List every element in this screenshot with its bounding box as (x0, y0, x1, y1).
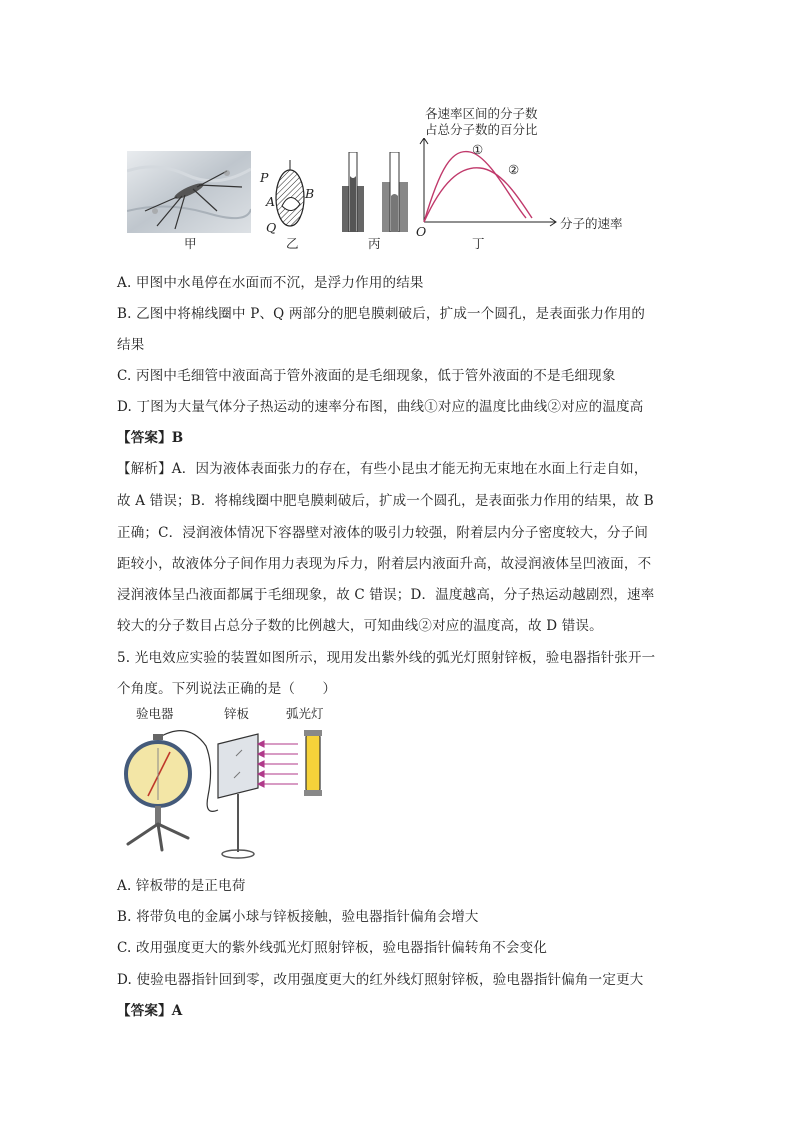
label-arc-lamp: 弧光灯 (286, 706, 324, 721)
q4-analysis-line-1: 【解析】A．因为液体表面张力的存在，有些小昆虫才能无拘无束地在水面上行走自如， (117, 461, 648, 477)
water-strider-photo (127, 151, 251, 233)
q4-option-a: A. 甲图中水黾停在水面而不沉，是浮力作用的结果 (117, 275, 424, 291)
label-q: Q (266, 220, 277, 235)
q4-analysis-line-2: 故 A 错误；B．将棉线圈中肥皂膜刺破后，扩成一个圆孔，是表面张力作用的结果，故 B (117, 493, 654, 509)
caption-ding: 丁 (472, 236, 485, 251)
figure-1 (120, 100, 640, 252)
figure-2 (118, 704, 348, 864)
label-b: B (305, 186, 315, 201)
q4-option-b: B. 乙图中将棉线圈中 P、Q 两部分的肥皂膜刺破后，扩成一个圆孔，是表面张力作用的 (117, 306, 646, 322)
q4-answer: 【答案】B (117, 430, 184, 446)
xlabel: 分子的速率 (560, 216, 623, 231)
zinc-plate (218, 734, 258, 798)
q5-option-b: B. 将带负电的金属小球与锌板接触，验电器指针偏角会增大 (117, 909, 479, 925)
q4-option-b-cont: 结果 (117, 337, 145, 353)
q5-stem-line-2: 个角度。下列说法正确的是（ ） (117, 681, 337, 697)
label-zinc-plate: 锌板 (224, 706, 250, 721)
q4-analysis-line-6: 较大的分子数目占总分子数的比例越大，可知曲线②对应的温度高，故 D 错误。 (117, 618, 603, 634)
q4-analysis-line-4: 距较小，故液体分子间作用力表现为斥力，附着层内液面升高，故浸润液体呈凹液面，不 (117, 556, 652, 572)
label-electroscope: 验电器 (136, 706, 174, 721)
uv-rays (258, 741, 298, 787)
q4-option-d: D. 丁图为大量气体分子热运动的速率分布图，曲线①对应的温度比曲线②对应的温度高 (117, 399, 644, 415)
ylabel-line2: 占总分子数的百分比 (425, 122, 538, 137)
q5-option-c: C. 改用强度更大的紫外线弧光灯照射锌板，验电器指针偏转角不会变化 (117, 940, 548, 956)
q5-answer: 【答案】A (117, 1003, 183, 1019)
curve-2-label: ② (508, 162, 520, 177)
q5-option-d: D. 使验电器指针回到零，改用强度更大的红外线灯照射锌板，验电器指针偏角一定更大 (117, 972, 644, 988)
label-a: A (266, 194, 276, 209)
q4-option-c: C. 丙图中毛细管中液面高于管外液面的是毛细现象，低于管外液面的不是毛细现象 (117, 368, 616, 384)
q4-analysis-line-5: 浸润液体呈凸液面都属于毛细现象，故 C 错误；D．温度越高，分子热运动越剧烈，速率 (117, 587, 655, 603)
caption-yi: 乙 (286, 236, 299, 251)
capillary-tubes (342, 152, 412, 232)
caption-jia: 甲 (184, 236, 197, 251)
caption-bing: 丙 (368, 236, 381, 251)
label-p: P (260, 170, 269, 185)
arc-lamp (306, 734, 320, 792)
q5-stem-line-1: 5. 光电效应实验的装置如图所示，现用发出紫外线的弧光灯照射锌板，验电器指针张开一 (117, 650, 656, 666)
ylabel-line1: 各速率区间的分子数 (425, 106, 538, 121)
q4-analysis-line-3: 正确；C．浸润液体情况下容器壁对液体的吸引力较强，附着层内分子密度较大，分子间 (117, 525, 649, 541)
photoelectric-apparatus (118, 726, 348, 862)
q5-option-a: A. 锌板带的是正电荷 (117, 878, 246, 894)
origin-label: O (416, 224, 427, 239)
speed-distribution-chart (416, 138, 566, 230)
curve-1-label: ① (472, 142, 484, 157)
